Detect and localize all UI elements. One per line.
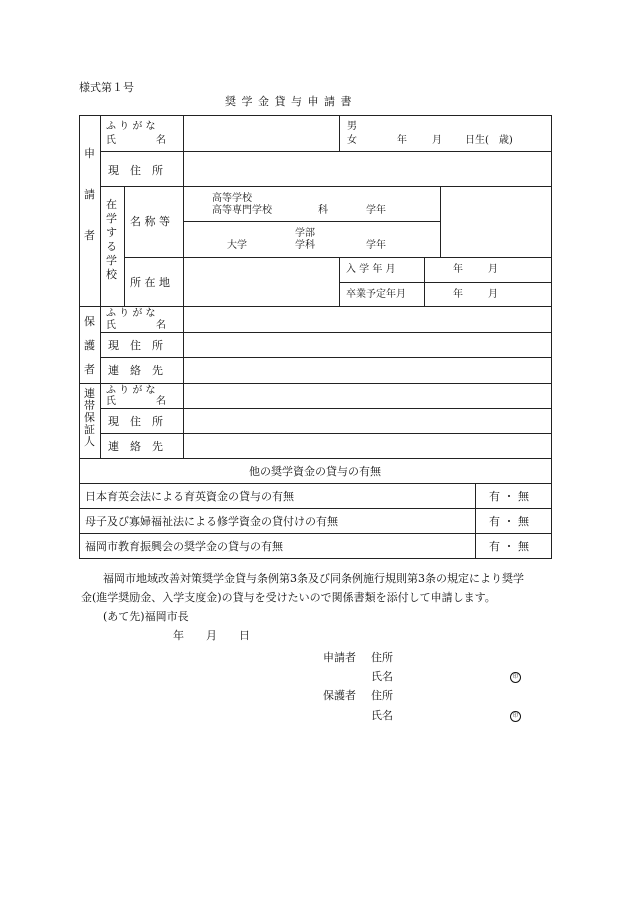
form-number: 様式第１号 xyxy=(79,81,134,94)
graduation-month: 月 xyxy=(488,289,498,300)
grade-text-1: 学年 xyxy=(366,205,386,216)
location-label: 所 在 地 xyxy=(130,276,170,289)
guarantor-name-label: 氏 名 xyxy=(106,396,166,407)
applicant-seal-icon: 印 xyxy=(510,671,521,683)
graduation-label: 卒業予定年月 xyxy=(346,289,406,300)
university-text: 大学 xyxy=(227,240,247,251)
guardian-address-sign-label: 住所 xyxy=(371,689,393,702)
guardian-signature-label: 保護者 xyxy=(323,689,356,702)
school-name-label: 名 称 等 xyxy=(130,215,170,228)
applicant-address-label: 現 住 所 xyxy=(108,164,163,177)
guarantor-contact-field[interactable] xyxy=(186,436,548,456)
guarantor-furigana-label: ふ り が な xyxy=(106,385,156,396)
guardian-contact-label: 連 絡 先 xyxy=(108,364,163,377)
guardian-contact-field[interactable] xyxy=(186,360,548,380)
guarantor-label: 連 帯 保 証 人 xyxy=(84,387,95,448)
guardian-furigana-label: ふ り が な xyxy=(106,308,156,319)
gender-male[interactable]: 男 xyxy=(347,121,357,132)
admission-label: 入 学 年 月 xyxy=(346,264,396,275)
course-text: 科 xyxy=(318,205,328,216)
graduation-year: 年 xyxy=(453,289,463,300)
guarantor-name-field[interactable] xyxy=(186,386,548,406)
scholarship-yes-no-choice[interactable]: 有 ・ 無 xyxy=(489,540,529,553)
application-date[interactable]: 年 月 日 xyxy=(173,629,250,642)
guarantor-address-label: 現 住 所 xyxy=(108,415,163,428)
guardian-name-label: 氏 名 xyxy=(106,320,166,331)
applicant-name-field[interactable] xyxy=(186,118,336,148)
applicant-name-sign-label: 氏名 xyxy=(371,670,393,683)
birth-day-age-label: 日生( 歳) xyxy=(465,135,513,146)
department-text: 学科 xyxy=(295,240,315,251)
statement-line-1: 福岡市地域改善対策奨学金貸与条例第3条及び同条例施行規則第3条の規定により奨学 xyxy=(103,572,524,585)
other-scholarships-header: 他の奨学資金の貸与の有無 xyxy=(249,465,381,478)
scholarship-row-label: 福岡市教育振興会の奨学金の貸与の有無 xyxy=(85,540,283,553)
guardian-label: 保 護 者 xyxy=(84,315,95,376)
addressee: (あて先)福岡市長 xyxy=(103,610,189,623)
admission-year: 年 xyxy=(453,264,463,275)
grade-text-2: 学年 xyxy=(366,240,386,251)
admission-month: 月 xyxy=(488,264,498,275)
statement-line-2: 金(進学奨励金、入学支度金)の貸与を受けたいので関係書類を添付して申請します。 xyxy=(81,591,496,604)
faculty-text: 学部 xyxy=(295,228,315,239)
birth-year-label: 年 xyxy=(397,135,407,146)
high-school-text: 高等学校 xyxy=(212,193,252,204)
applicant-signature-label: 申請者 xyxy=(323,651,356,664)
school-label: 在 学 す る 学 校 xyxy=(106,198,117,281)
scholarship-row-label: 母子及び寡婦福祉法による修学資金の貸付けの有無 xyxy=(85,515,338,528)
guarantor-contact-label: 連 絡 先 xyxy=(108,440,163,453)
applicant-furigana-label: ふ り が な xyxy=(106,121,156,132)
applicant-address-sign-label: 住所 xyxy=(371,651,393,664)
guardian-seal-icon: 印 xyxy=(510,710,521,722)
technical-college-text: 高等専門学校 xyxy=(212,205,272,216)
scholarship-yes-no-choice[interactable]: 有 ・ 無 xyxy=(489,515,529,528)
applicant-address-field[interactable] xyxy=(186,154,548,184)
guarantor-address-field[interactable] xyxy=(186,411,548,431)
applicant-label: 申 請 者 xyxy=(84,147,95,242)
guardian-address-label: 現 住 所 xyxy=(108,339,163,352)
applicant-name-label: 氏 名 xyxy=(106,135,166,146)
guardian-name-field[interactable] xyxy=(186,309,548,330)
school-location-field[interactable] xyxy=(186,260,336,304)
scholarship-yes-no-choice[interactable]: 有 ・ 無 xyxy=(489,490,529,503)
birth-month-label: 月 xyxy=(432,135,442,146)
guardian-address-field[interactable] xyxy=(186,335,548,355)
form-title: 奨 学 金 貸 与 申 請 書 xyxy=(225,95,353,108)
guardian-name-sign-label: 氏名 xyxy=(371,709,393,722)
scholarship-row-label: 日本育英会法による育英資金の貸与の有無 xyxy=(85,490,294,503)
gender-female[interactable]: 女 xyxy=(347,135,357,146)
